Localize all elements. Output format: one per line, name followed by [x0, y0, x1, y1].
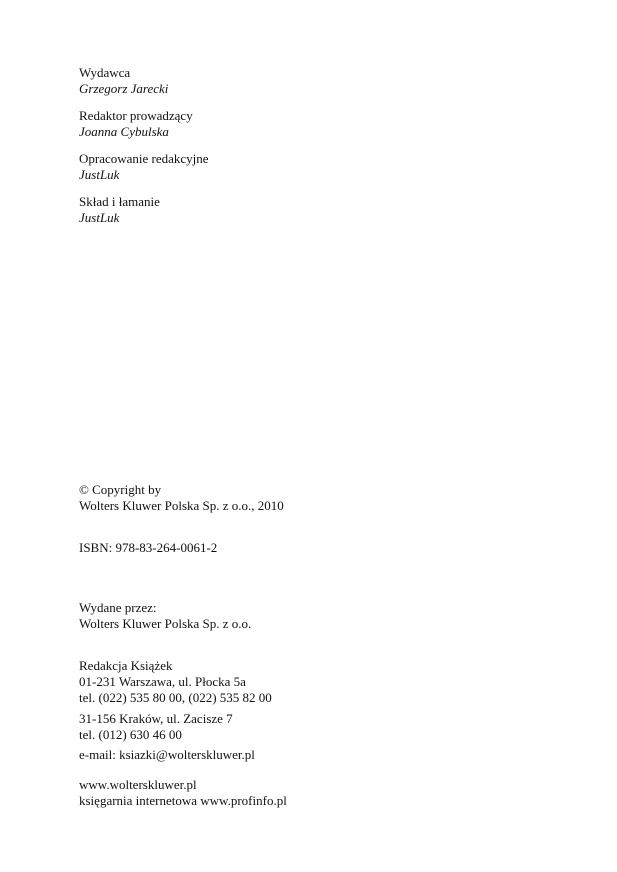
- department-name: Redakcja Książek: [79, 658, 173, 673]
- warsaw-address: 01-231 Warszawa, ul. Płocka 5a: [79, 674, 246, 689]
- copyright-line-1: © Copyright by: [79, 482, 162, 497]
- krakow-address: 31-156 Kraków, ul. Zacisze 7: [79, 711, 233, 726]
- copyright-notice: [79, 482, 284, 514]
- isbn-text: ISBN: 978-83-264-0061-2: [79, 540, 218, 555]
- krakow-phone: tel. (012) 630 46 00: [79, 727, 182, 742]
- credit-publisher: [79, 65, 168, 97]
- publisher-label: Wydawca: [79, 65, 131, 80]
- email-contact: [79, 747, 255, 763]
- editorial-name: JustLuk: [79, 167, 120, 182]
- warsaw-phone: tel. (022) 535 80 00, (022) 535 82 00: [79, 690, 272, 705]
- editorial-label: Opracowanie redakcyjne: [79, 151, 209, 166]
- published-by-label: Wydane przez:: [79, 600, 157, 615]
- editor-label: Redaktor prowadzący: [79, 108, 193, 123]
- editor-name: Joanna Cybulska: [79, 124, 169, 139]
- publisher-name: Grzegorz Jarecki: [79, 81, 169, 96]
- typesetting-name: JustLuk: [79, 210, 120, 225]
- credit-editorial: [79, 151, 209, 183]
- typesetting-label: Skład i łamanie: [79, 194, 160, 209]
- krakow-contact: [79, 711, 233, 743]
- published-by-name: Wolters Kluwer Polska Sp. z o.o.: [79, 616, 252, 631]
- copyright-line-2: Wolters Kluwer Polska Sp. z o.o., 2010: [79, 498, 284, 513]
- credit-editor: [79, 108, 193, 140]
- published-by: [79, 600, 251, 632]
- website-link: www.wolterskluwer.pl: [79, 777, 197, 792]
- bookstore-link: księgarnia internetowa www.profinfo.pl: [79, 793, 287, 808]
- isbn: [79, 540, 217, 556]
- web-links: [79, 777, 287, 809]
- warsaw-contact: [79, 674, 272, 706]
- department-title: [79, 658, 172, 674]
- credit-typesetting: [79, 194, 160, 226]
- email-text: e-mail: ksiazki@wolterskluwer.pl: [79, 747, 255, 762]
